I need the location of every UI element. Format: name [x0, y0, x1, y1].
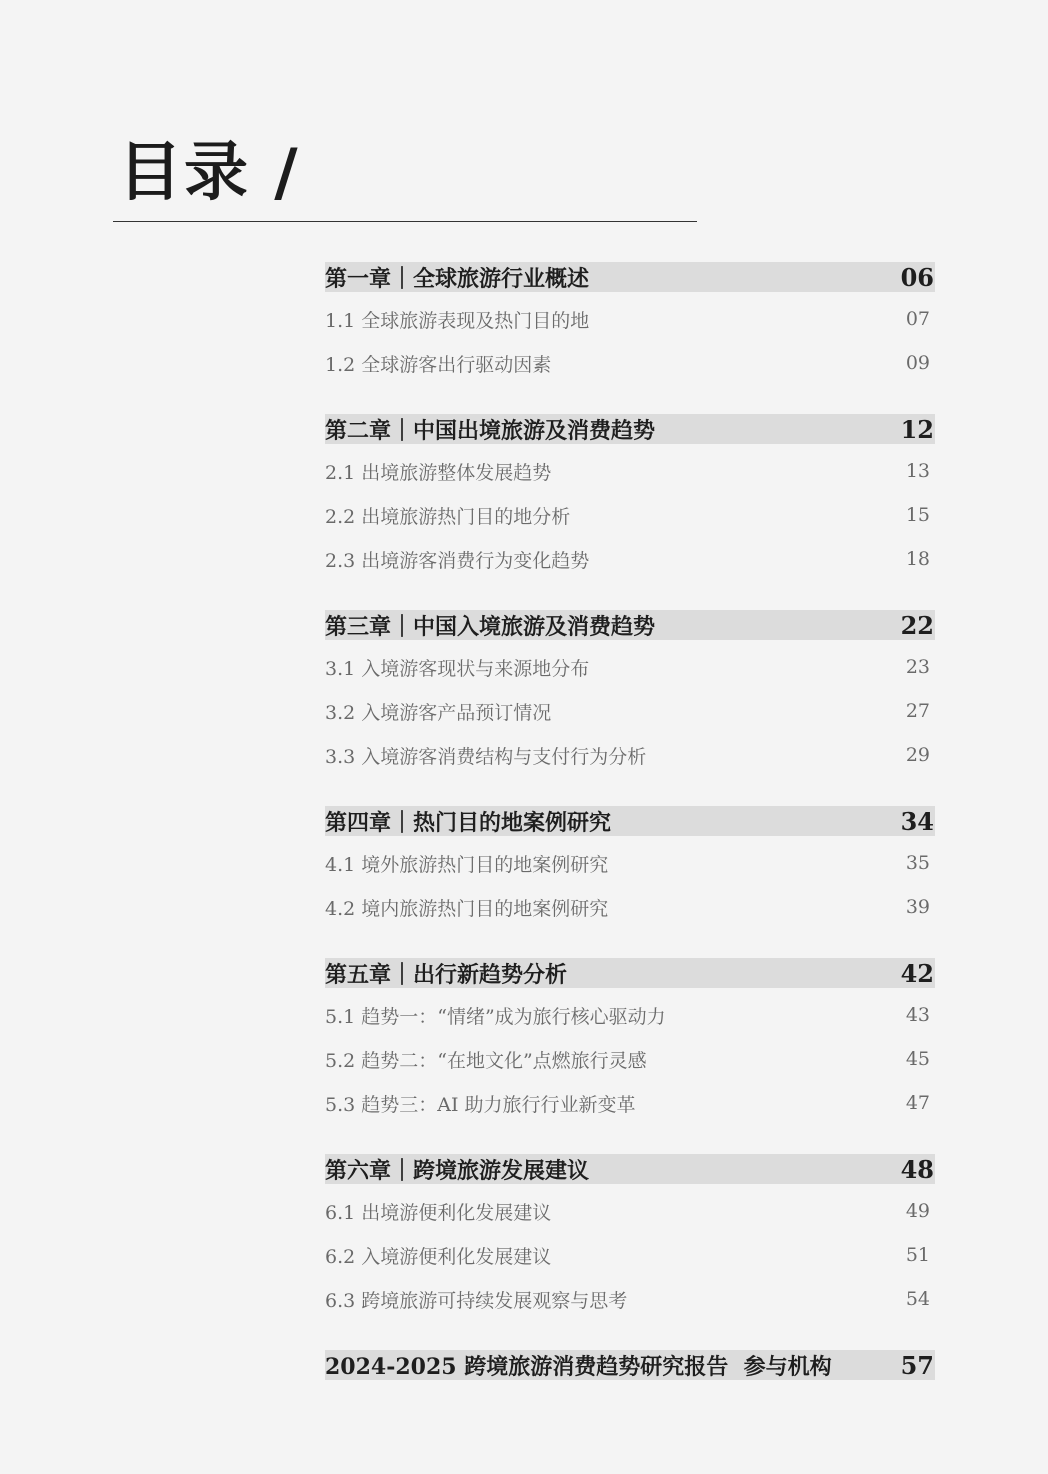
section-entry[interactable] [325, 493, 935, 537]
section-page-number: 35 [905, 852, 930, 874]
section-page-number: 18 [905, 548, 930, 570]
section-page-number: 47 [905, 1092, 930, 1114]
section-page-number: 43 [905, 1004, 930, 1026]
section-entry[interactable] [325, 733, 935, 777]
section-page-number: 09 [905, 352, 930, 374]
chapter-6 [325, 1154, 935, 1321]
section-label: 2.3 出境游客消费行为变化趋势 [325, 549, 590, 572]
chapter-2 [325, 414, 935, 581]
chapter-label: 第一章｜全球旅游行业概述 [325, 265, 590, 292]
chapter-5 [325, 958, 935, 1125]
chapter-page-number: 48 [900, 1154, 934, 1184]
section-label: 5.1 趋势一：“情绪”成为旅行核心驱动力 [325, 1005, 666, 1028]
chapter-heading[interactable] [325, 806, 935, 836]
section-page-number: 54 [905, 1288, 930, 1310]
section-entry[interactable] [325, 1189, 935, 1233]
section-page-number: 13 [905, 460, 930, 482]
section-page-number: 49 [905, 1200, 930, 1222]
section-page-number: 29 [905, 744, 930, 766]
section-label: 2.1 出境旅游整体发展趋势 [325, 461, 552, 484]
chapter-3 [325, 610, 935, 777]
section-label: 3.1 入境游客现状与来源地分布 [325, 657, 590, 680]
chapter-heading[interactable] [325, 262, 935, 292]
section-label: 4.2 境内旅游热门目的地案例研究 [325, 897, 609, 920]
section-entry[interactable] [325, 885, 935, 929]
chapter-page-number: 57 [900, 1350, 934, 1380]
chapter-4 [325, 806, 935, 929]
section-entry[interactable] [325, 537, 935, 581]
chapter-page-number: 22 [900, 610, 934, 640]
chapter-heading[interactable] [325, 958, 935, 988]
chapter-label: 第二章｜中国出境旅游及消费趋势 [325, 417, 656, 444]
section-label: 4.1 境外旅游热门目的地案例研究 [325, 853, 609, 876]
section-label: 3.2 入境游客产品预订情况 [325, 701, 552, 724]
title-divider [113, 221, 697, 222]
participating-organizations-entry [325, 1350, 935, 1380]
section-entry[interactable] [325, 1277, 935, 1321]
chapter-page-number: 34 [900, 806, 934, 836]
chapter-page-number: 12 [900, 414, 934, 444]
page-title: 目录 / [118, 135, 300, 210]
chapter-label: 第四章｜热门目的地案例研究 [325, 809, 612, 836]
chapter-heading[interactable] [325, 1154, 935, 1184]
chapter-heading[interactable] [325, 1350, 935, 1380]
chapter-label: 第三章｜中国入境旅游及消费趋势 [325, 613, 656, 640]
chapter-page-number: 42 [900, 958, 934, 988]
section-page-number: 15 [905, 504, 930, 526]
chapter-1 [325, 262, 935, 385]
section-entry[interactable] [325, 1081, 935, 1125]
chapter-heading[interactable] [325, 414, 935, 444]
section-label: 6.2 入境游便利化发展建议 [325, 1245, 552, 1268]
section-entry[interactable] [325, 993, 935, 1037]
chapter-page-number: 06 [900, 262, 934, 292]
chapter-label: 2024-2025 跨境旅游消费趋势研究报告 参与机构 [325, 1353, 832, 1380]
section-entry[interactable] [325, 341, 935, 385]
section-entry[interactable] [325, 1233, 935, 1277]
section-entry[interactable] [325, 689, 935, 733]
section-label: 3.3 入境游客消费结构与支付行为分析 [325, 745, 647, 768]
section-label: 1.1 全球旅游表现及热门目的地 [325, 309, 590, 332]
chapter-label: 第六章｜跨境旅游发展建议 [325, 1157, 590, 1184]
section-label: 5.3 趋势三：AI 助力旅行行业新变革 [325, 1093, 636, 1116]
section-label: 1.2 全球游客出行驱动因素 [325, 353, 552, 376]
section-label: 6.3 跨境旅游可持续发展观察与思考 [325, 1289, 628, 1312]
section-entry[interactable] [325, 1037, 935, 1081]
section-entry[interactable] [325, 297, 935, 341]
section-page-number: 45 [905, 1048, 930, 1070]
section-label: 5.2 趋势二：“在地文化”点燃旅行灵感 [325, 1049, 647, 1072]
section-page-number: 07 [905, 308, 930, 330]
section-page-number: 27 [905, 700, 930, 722]
section-entry[interactable] [325, 841, 935, 885]
section-page-number: 51 [905, 1244, 930, 1266]
table-of-contents [325, 262, 935, 1409]
section-label: 2.2 出境旅游热门目的地分析 [325, 505, 571, 528]
section-entry[interactable] [325, 645, 935, 689]
section-entry[interactable] [325, 449, 935, 493]
chapter-label: 第五章｜出行新趋势分析 [325, 961, 568, 988]
section-label: 6.1 出境游便利化发展建议 [325, 1201, 552, 1224]
chapter-heading[interactable] [325, 610, 935, 640]
section-page-number: 23 [905, 656, 930, 678]
section-page-number: 39 [905, 896, 930, 918]
